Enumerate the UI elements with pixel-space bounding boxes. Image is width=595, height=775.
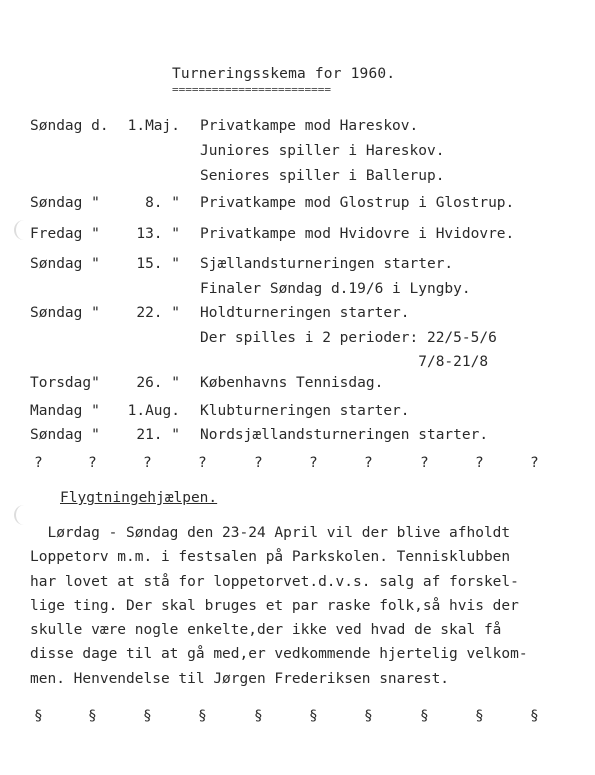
schedule-event: Privatkampe mod Hvidovre i Hvidovre. — [200, 226, 515, 242]
paragraph-line: Loppetorv m.m. i festsalen på Parkskolen. Tennisklubben — [30, 549, 511, 566]
paragraph-line: har lovet at stå for loppetorvet.d.v.s. salg af forskel- — [30, 573, 519, 590]
schedule-date: 26. " — [136, 375, 180, 391]
schedule-event: 7/8-21/8 — [200, 354, 489, 370]
schedule-event: Klubturneringen starter. — [200, 403, 410, 419]
schedule-day: Søndag " — [30, 305, 100, 321]
schedule-event: Privatkampe mod Hareskov. — [200, 118, 419, 134]
section-mark: § — [254, 708, 263, 724]
section-mark: § — [88, 708, 97, 724]
schedule-day: Fredag " — [30, 226, 100, 242]
schedule-day: Søndag " — [30, 195, 100, 211]
section-heading: Flygtningehjælpen. — [60, 490, 218, 506]
schedule-event: Finaler Søndag d.19/6 i Lyngby. — [200, 281, 471, 297]
punch-hole-mark — [14, 505, 28, 525]
schedule-event: Der spilles i 2 perioder: 22/5-5/6 — [200, 330, 497, 346]
schedule-day: Torsdag" — [30, 375, 100, 391]
schedule-date: 22. " — [136, 305, 180, 321]
section-mark: § — [309, 708, 318, 724]
paragraph-line: lige ting. Der skal bruges et par raske folk,så hvis der — [30, 597, 519, 614]
section-mark: § — [475, 708, 484, 724]
section-mark: § — [530, 708, 539, 724]
section-mark: § — [34, 708, 43, 724]
paragraph-line: disse dage til at gå med,er vedkommende hjertelig velkom- — [30, 646, 528, 663]
question-mark: ? — [309, 455, 318, 471]
schedule-day: Mandag " — [30, 403, 100, 419]
question-mark: ? — [198, 455, 207, 471]
schedule-date: 8. " — [145, 195, 180, 211]
schedule-event: Københavns Tennisdag. — [200, 375, 384, 391]
question-mark: ? — [88, 455, 97, 471]
schedule-date: 21. " — [136, 427, 180, 443]
schedule-day: Søndag " — [30, 256, 100, 272]
schedule-day: Søndag d. — [30, 118, 109, 134]
page-title: Turneringsskema for 1960. — [172, 66, 396, 82]
question-mark: ? — [530, 455, 539, 471]
question-mark: ? — [34, 455, 43, 471]
schedule-event: Nordsjællandsturneringen starter. — [200, 427, 489, 443]
schedule-date: 15. " — [136, 256, 180, 272]
section-mark: § — [143, 708, 152, 724]
schedule-event: Juniores spiller i Hareskov. — [200, 143, 445, 159]
section-mark: § — [364, 708, 373, 724]
question-mark: ? — [254, 455, 263, 471]
paragraph-line: skulle være nogle enkelte,der ikke ved hvad de skal få — [30, 622, 502, 639]
punch-hole-mark — [14, 220, 28, 240]
schedule-date: 13. " — [136, 226, 180, 242]
paragraph-line: men. Henvendelse til Jørgen Frederiksen snarest. — [30, 670, 450, 687]
section-mark: § — [198, 708, 207, 724]
paragraph-line: Lørdag - Søndag den 23-24 April vil der blive afholdt — [30, 525, 511, 541]
schedule-day: Søndag " — [30, 427, 100, 443]
section-mark: § — [420, 708, 429, 724]
schedule-event: Seniores spiller i Ballerup. — [200, 168, 445, 184]
schedule-event: Holdturneringen starter. — [200, 305, 410, 321]
schedule-event: Privatkampe mod Glostrup i Glostrup. — [200, 195, 515, 211]
question-mark: ? — [364, 455, 373, 471]
schedule-date: 1.Aug. — [127, 403, 180, 419]
announcement-paragraph — [30, 521, 570, 691]
schedule-date: 1.Maj. — [127, 118, 180, 134]
schedule-event: Sjællandsturneringen starter. — [200, 256, 454, 272]
question-mark: ? — [420, 455, 429, 471]
title-underline: ======================== — [172, 83, 331, 96]
question-mark: ? — [475, 455, 484, 471]
question-mark: ? — [143, 455, 152, 471]
